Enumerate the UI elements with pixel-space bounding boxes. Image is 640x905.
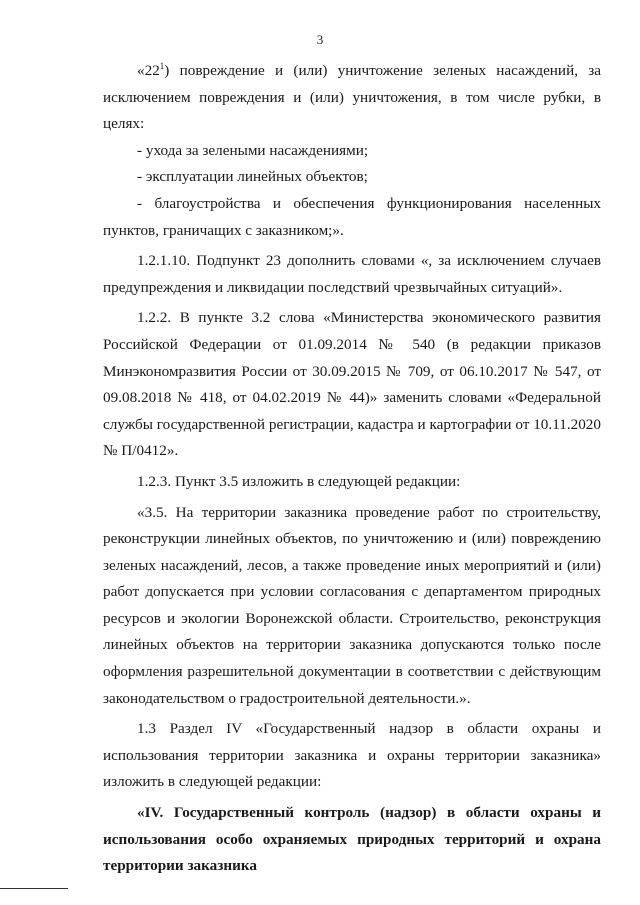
document-body [103, 58, 601, 880]
section-heading-iv: «IV. Государственный контроль (надзор) в области охраны и использования особо охраняемых природных территорий и охрана территории заказника [103, 804, 601, 875]
paragraph-22-1 [103, 58, 601, 138]
paragraph-1-2-3: 1.2.3. Пункт 3.5 изложить в следующей редакции: [137, 472, 461, 490]
list-item-care: - ухода за зелеными насаждениями; [137, 141, 369, 159]
paragraph-22-1-text: ) повреждение и (или) уничтожение зеленых насаждений, за исключением повреждения и (или) уничтожения, в том числе рубки, в целях: [103, 62, 601, 133]
paragraph-1-3: 1.3 Раздел IV «Государственный надзор в области охраны и использования территории заказника и охраны территории заказника» изложить в следующей редакции: [103, 720, 601, 791]
paragraph-1-2-1-10: 1.2.1.10. Подпункт 23 дополнить словами «, за исключением случаев предупреждения и ликвидации последствий чрезвычайных ситуаций». [103, 252, 601, 296]
footnote-divider [0, 888, 68, 889]
paragraph-3-5: «3.5. На территории заказника проведение работ по строительству, реконструкции линейных объектов, по уничтожению и (или) повреждению зеленых насаждений, лесов, а также проведение иных мероприятий и (или) работ допускается при условии согласования с департаментом природных ресурсов и экологии Воронежской области. Строительство, реконструкция линейных объектов на территории заказника допускаются только после оформления разрешительной документации в соответствии с действующим законодательством о градостроительной деятельности.». [103, 503, 601, 707]
paragraph-1-2-2: 1.2.2. В пункте 3.2 слова «Министерства экономического развития Российской Федерации от 01.09.2014 № 540 (в редакции приказов Минэкономразвития России от 30.09.2015 № 709, от 06.10.2017 № 547, от 09.08.2018 № 418, от 04.02.2019 № 44)» заменить словами «Федеральной службы государственной регистрации, кадастра и картографии от 10.11.2020 № П/0412». [103, 309, 601, 460]
list-item-improvement: - благоустройства и обеспечения функционирования населенных пунктов, граничащих с заказником;». [103, 194, 601, 239]
superscript-1: 1 [159, 60, 165, 71]
page-number: 3 [316, 32, 324, 47]
paragraph-22-1-start: «22 [137, 62, 160, 79]
list-item-operation: - эксплуатации линейных объектов; [137, 168, 368, 186]
